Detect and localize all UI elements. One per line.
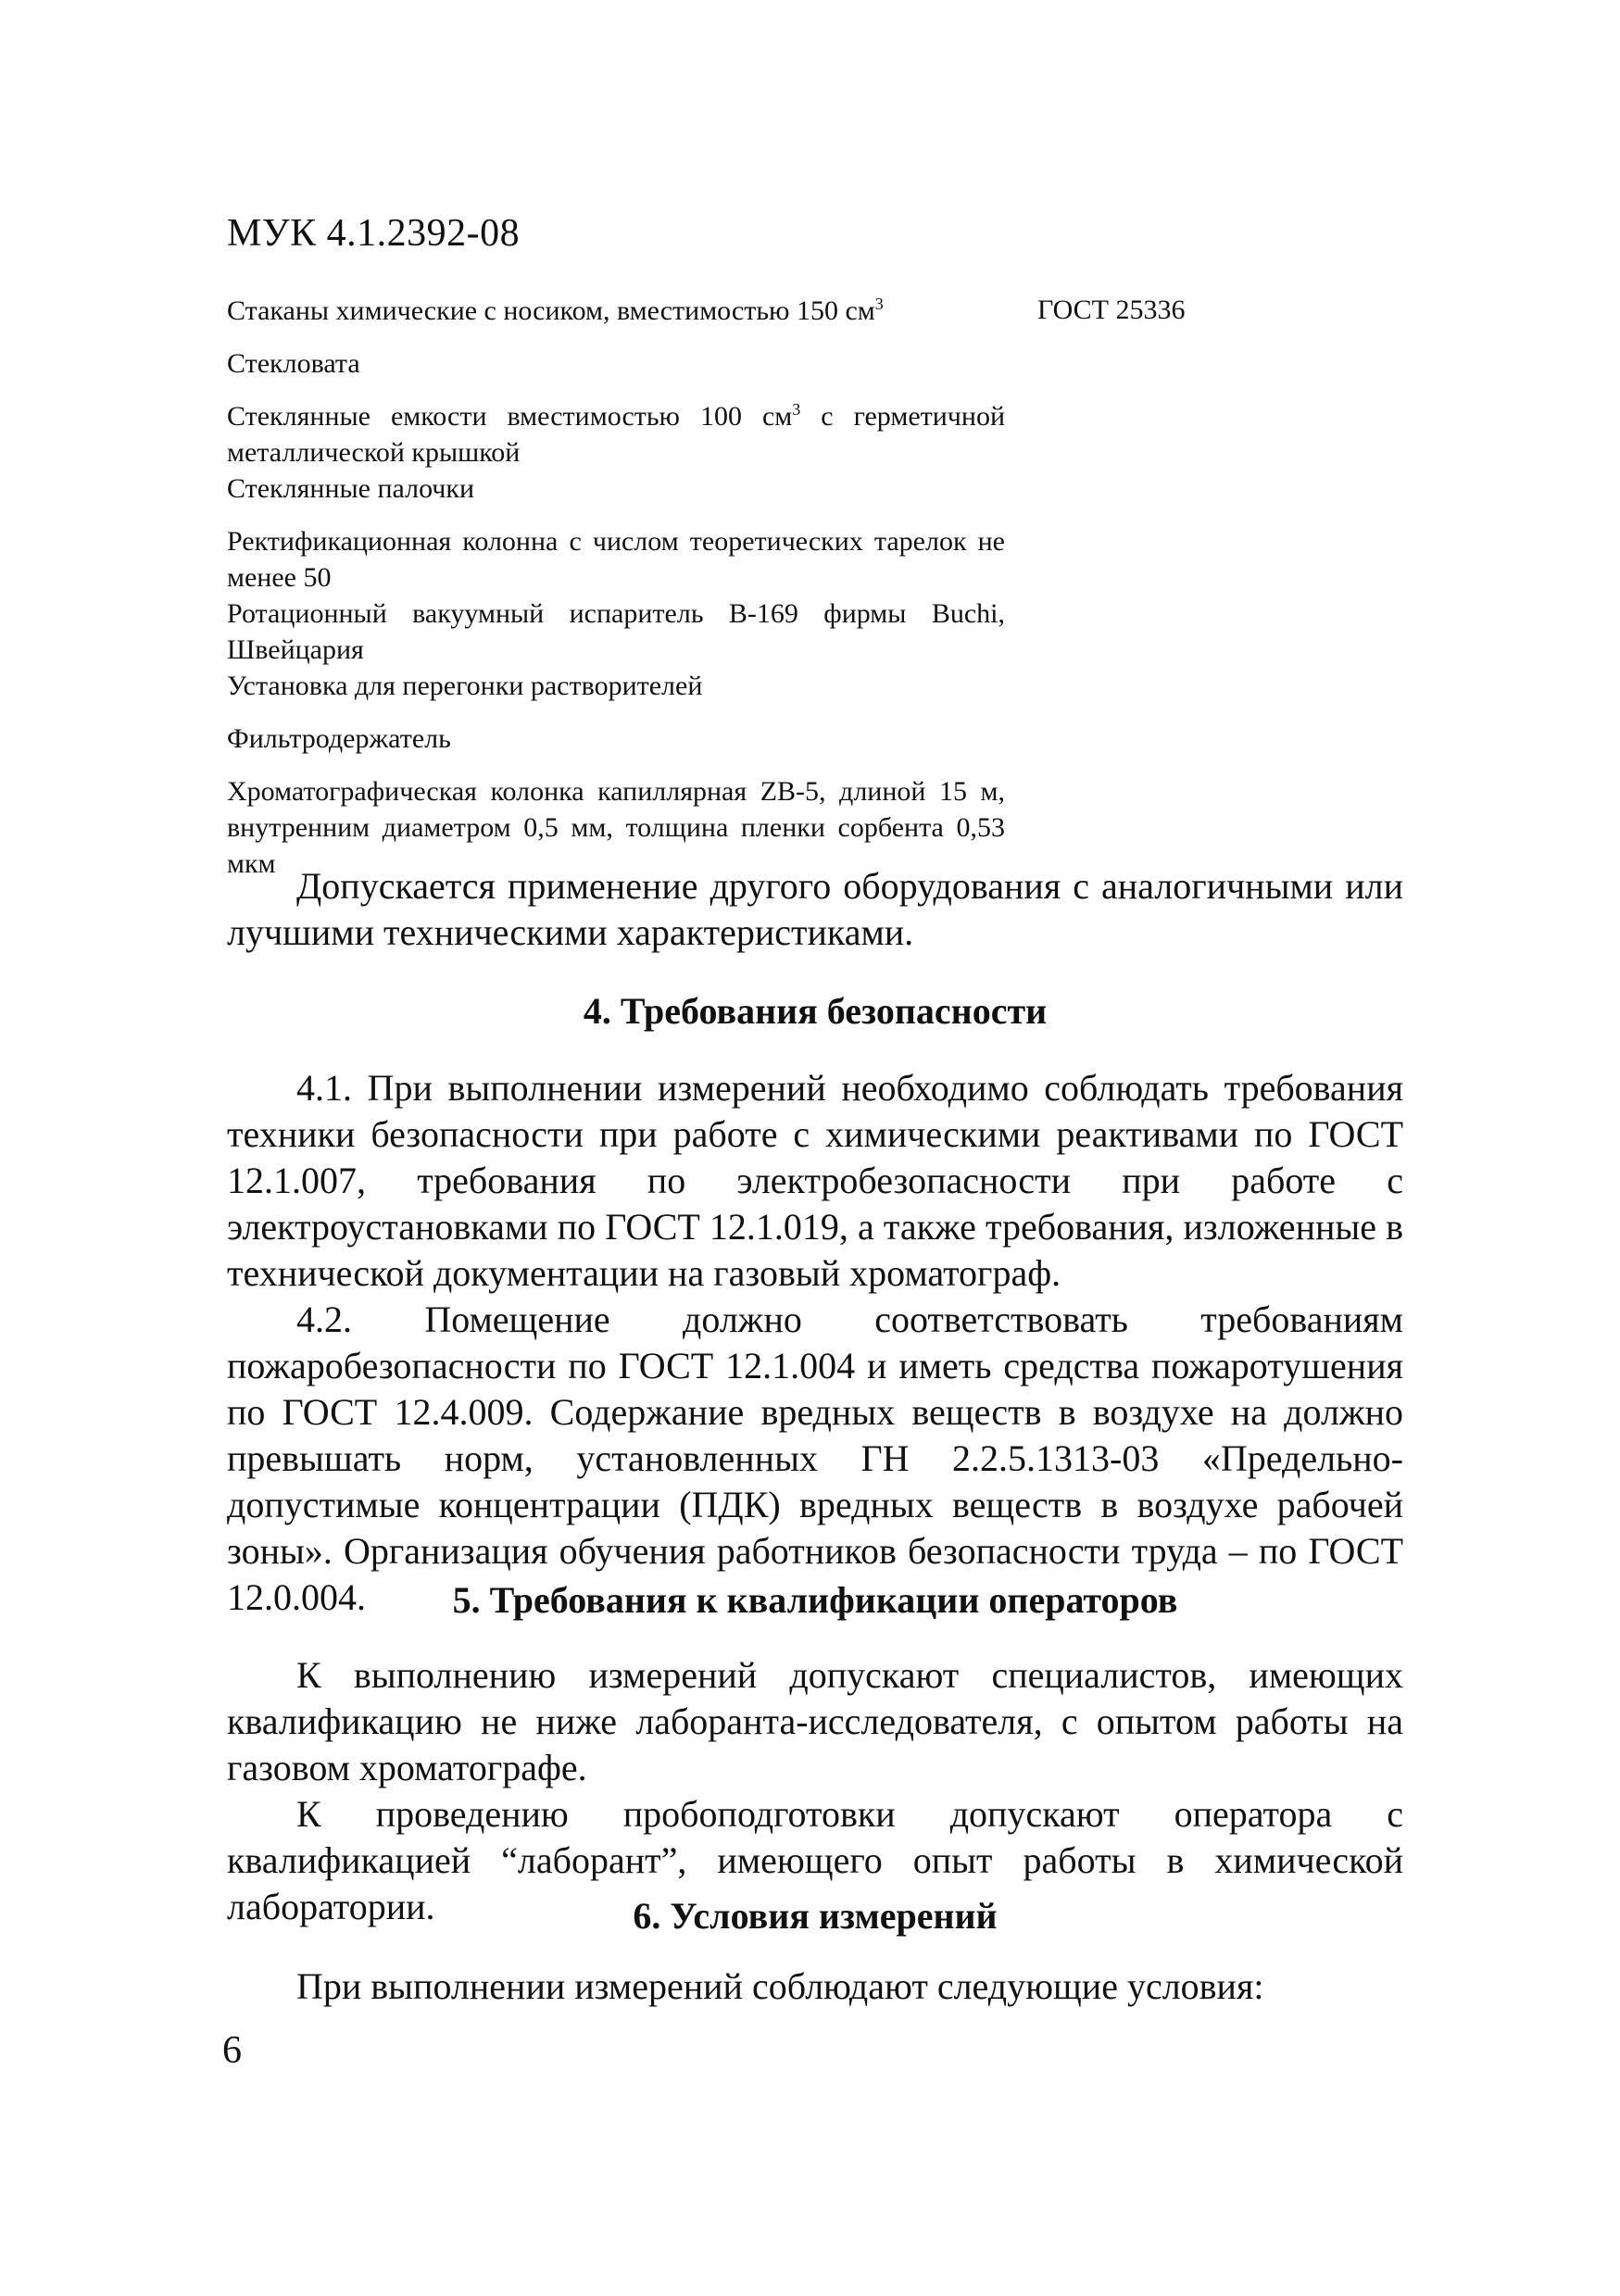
equipment-note-block	[227, 863, 1403, 956]
section-4-paragraph-1: 4.1. При выполнении измерений необходимо соблюдать требования техники безопасности при работе с химическими реактивами по ГОСТ 12.1.007, требования по электробезопасности при работе с электроустановками по ГОСТ 12.1.019, а также требования, изложенные в технической документации на газовый хроматограф.	[227, 1067, 1403, 1294]
section-6-title: 6. Условия измерений	[633, 1895, 998, 1937]
equipment-item: Установка для перегонки растворителей	[227, 671, 703, 701]
section-5-paragraph-1: К выполнению измерений допускают специалистов, имеющих квалификацию не ниже лаборанта-исследователя, с опытом работы на газовом хроматографе.	[227, 1654, 1403, 1788]
section-6-body	[227, 1964, 1403, 2010]
section-4-body	[227, 1065, 1403, 1621]
equipment-list	[227, 293, 1005, 882]
equipment-item: Фильтродержатель	[227, 723, 451, 754]
equipment-item: Стаканы химические с носиком, вместимостью 150 $см^3$	[227, 295, 884, 326]
equipment-item: Стеклянные палочки	[227, 473, 475, 504]
equipment-item: Ротационный вакуумный испаритель В-169 фирмы Buchi, Швейцария	[227, 598, 1005, 665]
page-number: 6	[222, 2029, 242, 2072]
section-5-paragraph-2: К проведению пробоподготовки допускают оператора с квалификацией “лаборант”, имеющего опыт работы в химической лаборатории.	[227, 1793, 1403, 1927]
section-6-paragraph-1: При выполнении измерений соблюдают следующие условия:	[296, 1965, 1264, 2007]
section-4-paragraph-2: 4.2. Помещение должно соответствовать требованиям пожаробезопасности по ГОСТ 12.1.004 и иметь средства пожаротушения по ГОСТ 12.4.009. Содержание вредных веществ в воздухе на должно превышать норм, установленных ГН 2.2.5.1313-03 «Предельно-допустимые концентрации (ПДК) вредных веществ в воздухе рабочей зоны». Организация обучения работников безопасности труда – по ГОСТ 12.0.004.	[227, 1299, 1403, 1618]
equipment-item: Хроматографическая колонка капиллярная ZB-5, длиной 15 м, внутренним диаметром 0,5 мм, толщина пленки сорбента 0,53 мкм	[227, 776, 1005, 879]
section-5-title: 5. Требования к квалификации операторов	[452, 1579, 1178, 1621]
equipment-note: Допускается применение другого оборудования с аналогичными или лучшими техническими характеристиками.	[227, 865, 1403, 953]
section-4-title: 4. Требования безопасности	[583, 990, 1048, 1032]
equipment-gost-reference: ГОСТ 25336	[1037, 295, 1186, 325]
section-5-body	[227, 1652, 1403, 1930]
equipment-item: Стеклянные емкости вместимостью 100 $см^3$ с герметичной металлической крышкой	[227, 400, 1006, 468]
equipment-item: Стекловата	[227, 348, 360, 379]
document-code: МУК 4.1.2392-08	[227, 212, 521, 255]
equipment-item: Ректификационная колонна с числом теоретических тарелок не менее 50	[227, 526, 1005, 593]
